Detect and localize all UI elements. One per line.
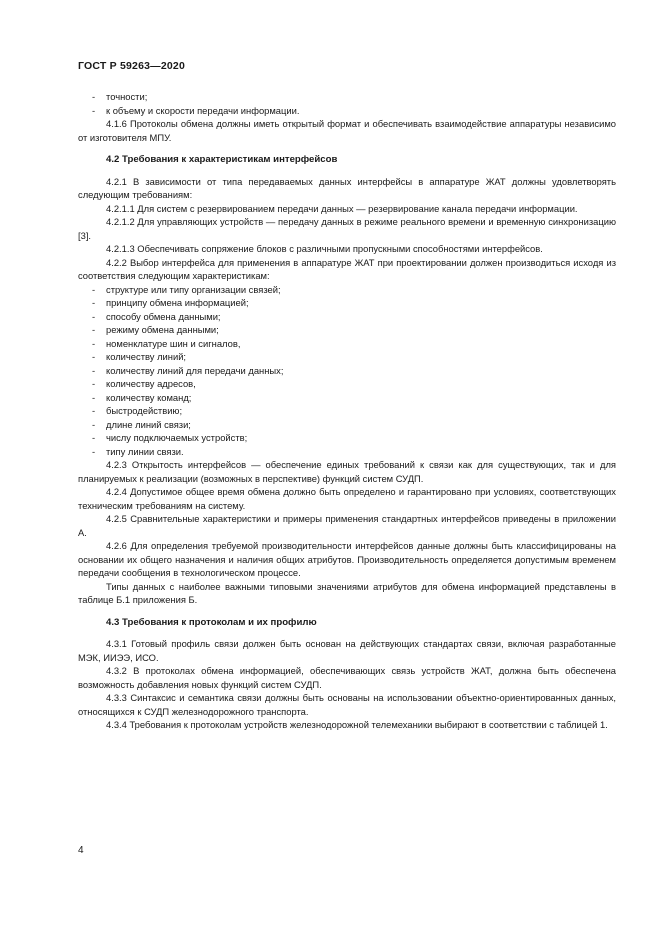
list-item: - количеству команд; — [92, 391, 192, 403]
list-item: - точности; — [92, 91, 148, 102]
section-4-2-title: 4.2 Требования к характеристикам интерфейсов — [106, 154, 338, 165]
list-item: - к объему и скорости передачи информации. — [92, 104, 300, 116]
list-item: - номенклатуре шин и сигналов, — [92, 337, 241, 349]
dash-marker: - — [92, 104, 96, 116]
list-item: - быстродействию; — [92, 405, 183, 416]
page-number: 4 — [78, 845, 84, 856]
paragraph-4-3-3: 4.3.3 Синтаксис и семантика связи должны быть основаны на использовании объектно-ориентированных данных, относящихся к СУДП железнодорожного транспорта. — [78, 692, 616, 717]
characteristics-list — [78, 283, 616, 459]
list-item: - количеству линий; — [92, 351, 187, 362]
paragraph-4-2-5: 4.2.5 Сравнительные характеристики и примеры применения стандартных интерфейсов приведены в приложении А. — [78, 513, 616, 538]
document-header: ГОСТ Р 59263—2020 — [78, 60, 186, 72]
section-4-3-title: 4.3 Требования к протоколам и их профилю — [106, 616, 317, 628]
paragraph-4-1-6: 4.1.6 Протоколы обмена должны иметь открытый формат и обеспечивать взаимодействие аппаратуры независимо от изготовителя МПУ. — [78, 118, 616, 143]
paragraph-4-2-6: 4.2.6 Для определения требуемой производительности интерфейсов данные должны быть классифицированы на основании их общего назначения и наличия общих атрибутов. Производительность определяется допустимым временем передачи сообщения в технологическом процессе. — [78, 540, 616, 578]
list-item: - структуре или типу организации связей; — [92, 283, 281, 295]
list-item: - режиму обмена данными; — [92, 324, 219, 335]
list-item: - количеству адресов, — [92, 378, 196, 389]
paragraph-4-2-1-2: 4.2.1.2 Для управляющих устройств — передачу данных в режиме реального времени и временную синхронизацию [3]. — [78, 216, 616, 241]
intro-list — [78, 90, 616, 117]
paragraph-data-types: Типы данных с наиболее важными типовыми значениями атрибутов для обмена информацией представлены в таблице Б.1 приложения Б. — [78, 580, 616, 605]
paragraph-4-2-3: 4.2.3 Открытость интерфейсов — обеспечение единых требований к связи как для существующих, так и для планируемых к реализации (возможных в перспективе) функций систем СУДП. — [78, 459, 616, 484]
list-item: - числу подключаемых устройств; — [92, 432, 248, 443]
list-item: - количеству линий для передачи данных; — [92, 364, 284, 376]
paragraph-4-2-1: 4.2.1 В зависимости от типа передаваемых данных интерфейсы в аппаратуре ЖАТ должны удовлетворять следующим требованиям: — [78, 175, 616, 200]
list-item: - способу обмена данными; — [92, 310, 221, 322]
paragraph-4-3-1: 4.3.1 Готовый профиль связи должен быть основан на действующих стандартах связи, включая разработанные МЭК, ИИЭЭ, ИСО. — [78, 638, 616, 663]
paragraph-4-2-1-1: 4.2.1.1 Для систем с резервированием передачи данных — резервирование канала передачи информации. — [106, 202, 578, 214]
paragraph-4-3-4: 4.3.4 Требования к протоколам устройств железнодорожной телемеханики выбирают в соответствии с таблицей 1. — [106, 719, 608, 730]
paragraph-4-2-4: 4.2.4 Допустимое общее время обмена должно быть определено и гарантировано при условиях, соответствующих техническим требованиям на систему. — [78, 486, 616, 511]
paragraph-4-2-1-3: 4.2.1.3 Обеспечивать сопряжение блоков с различными пропускными способностями интерфейсов. — [106, 243, 543, 254]
list-item: - длине линий связи; — [92, 418, 191, 430]
paragraph-4-2-2: 4.2.2 Выбор интерфейса для применения в аппаратуре ЖАТ при проектировании должен производиться исходя из соответствия следующим характеристикам: — [78, 256, 616, 281]
document-body — [78, 90, 616, 732]
paragraph-4-3-2: 4.3.2 В протоколах обмена информацией, обеспечивающих связь устройств ЖАТ, должна быть обеспечена возможность добавления новых функций систем СУДП. — [78, 665, 616, 690]
list-item: - типу линии связи. — [92, 445, 184, 457]
list-item: - принципу обмена информацией; — [92, 297, 249, 308]
dash-marker: - — [92, 91, 96, 102]
